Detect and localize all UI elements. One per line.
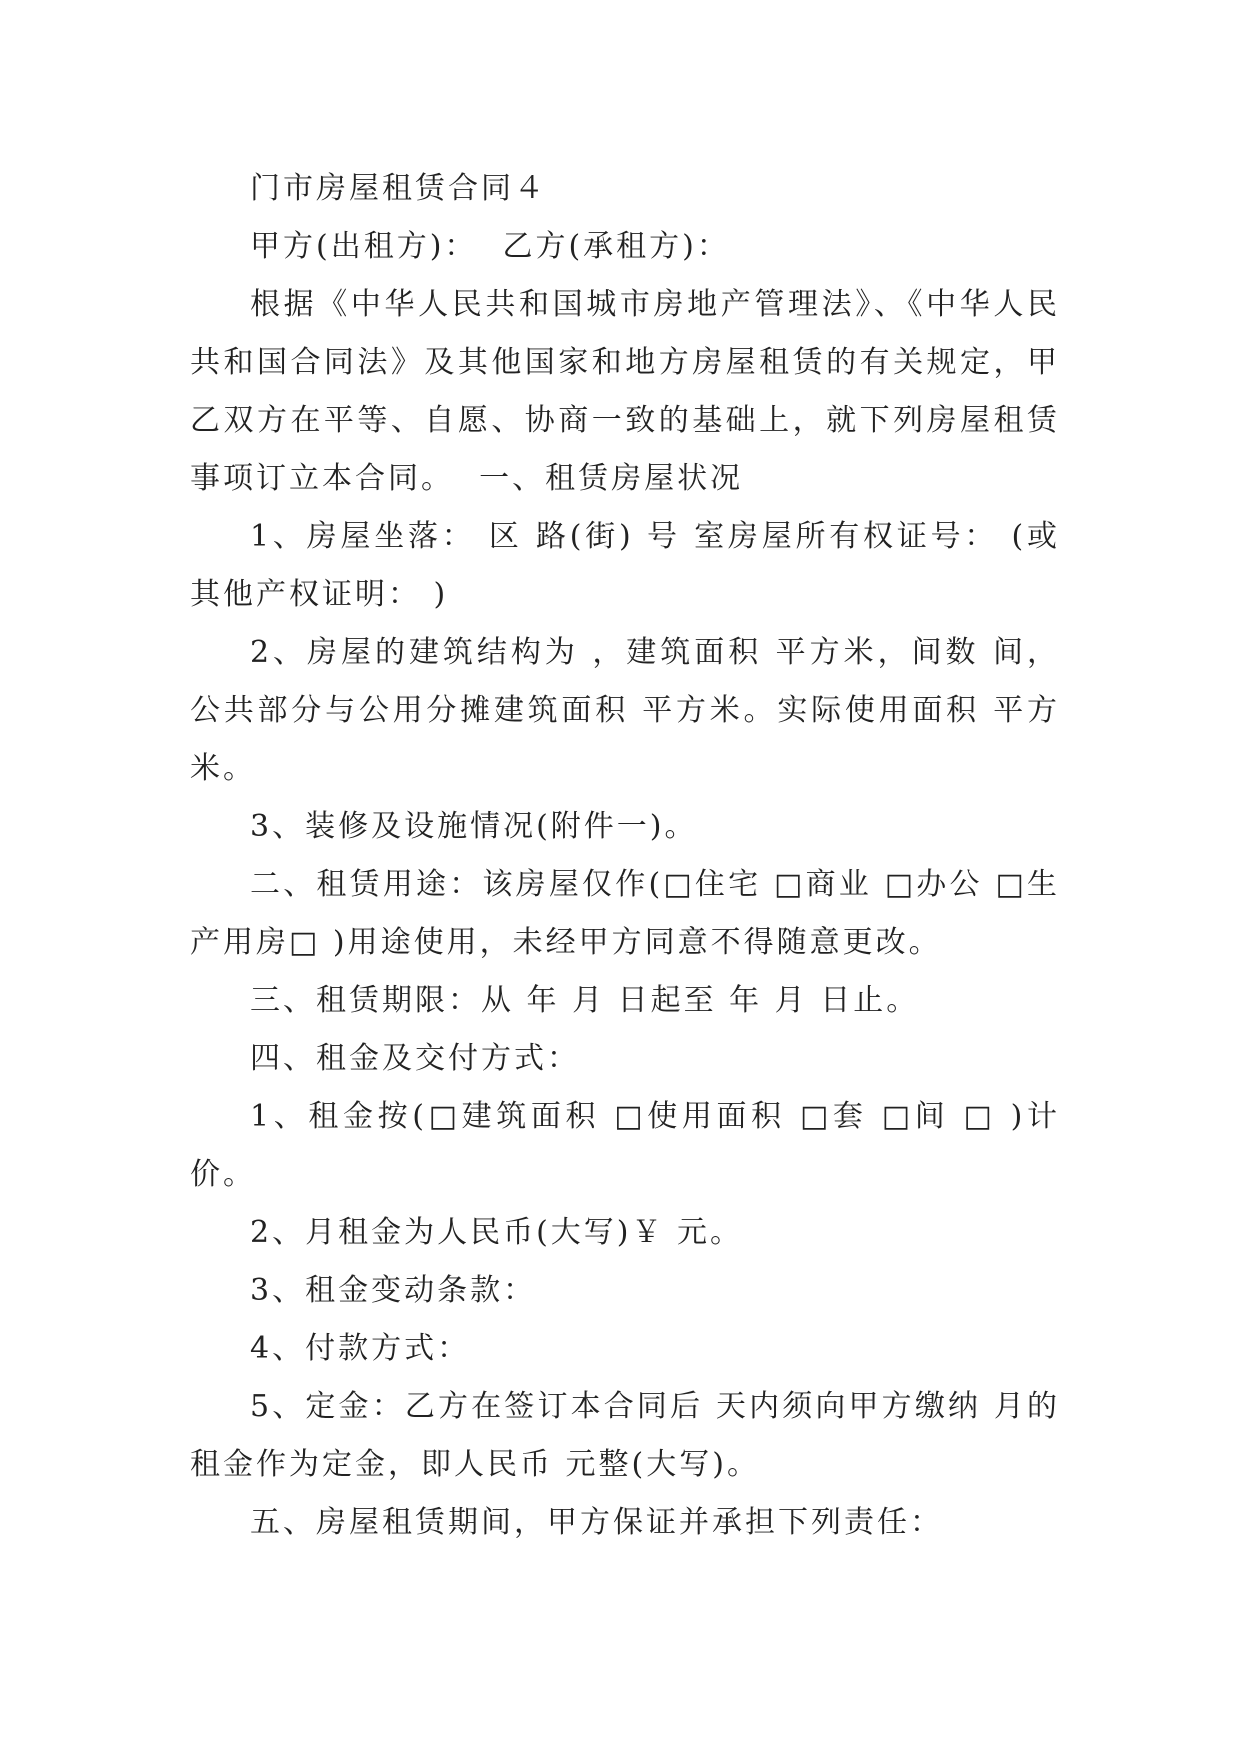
clause-2: 二、租赁用途：该房屋仅作(□住宅 □商业 □办公 □生产用房□ )用途使用，未经甲方同意不得随意更改。 [190, 867, 1060, 960]
parties-line: 甲方(出租方)： 乙方(承租方)： [250, 229, 730, 264]
clause-4-4: 4、付款方式： [250, 1331, 471, 1366]
clause-4-1: 1、租金按(□建筑面积 □使用面积 □套 □间 □ )计价。 [190, 1099, 1060, 1192]
document-body [190, 160, 1060, 1552]
clause-3: 三、租赁期限：从 年 月 日起至 年 月 日止。 [250, 983, 920, 1018]
clause-4-heading: 四、租金及交付方式： [250, 1041, 580, 1076]
document-title: 门市房屋租赁合同４ [250, 171, 547, 206]
clause-4-5: 5、定金：乙方在签订本合同后 天内须向甲方缴纳 月的租金作为定金，即人民币 元整(大写)。 [190, 1389, 1060, 1482]
preamble-paragraph: 根据《中华人民共和国城市房地产管理法》、《中华人民共和国合同法》及其他国家和地方房屋租赁的有关规定，甲乙双方在平等、自愿、协商一致的基础上，就下列房屋租赁事项订立本合同。 一、租赁房屋状况 [190, 287, 1060, 496]
clause-1-3: 3、装修及设施情况(附件一)。 [250, 809, 698, 844]
clause-5-heading: 五、房屋租赁期间，甲方保证并承担下列责任： [250, 1505, 943, 1540]
clause-4-3: 3、租金变动条款： [250, 1273, 537, 1308]
clause-1-2: 2、房屋的建筑结构为 ，建筑面积 平方米，间数 间，公共部分与公用分摊建筑面积 平方米。实际使用面积 平方米。 [190, 635, 1060, 786]
clause-4-2: 2、月租金为人民币(大写)￥ 元。 [250, 1215, 744, 1250]
clause-1-1: 1、房屋坐落： 区 路(街) 号 室房屋所有权证号： (或其他产权证明： ) [190, 519, 1060, 612]
